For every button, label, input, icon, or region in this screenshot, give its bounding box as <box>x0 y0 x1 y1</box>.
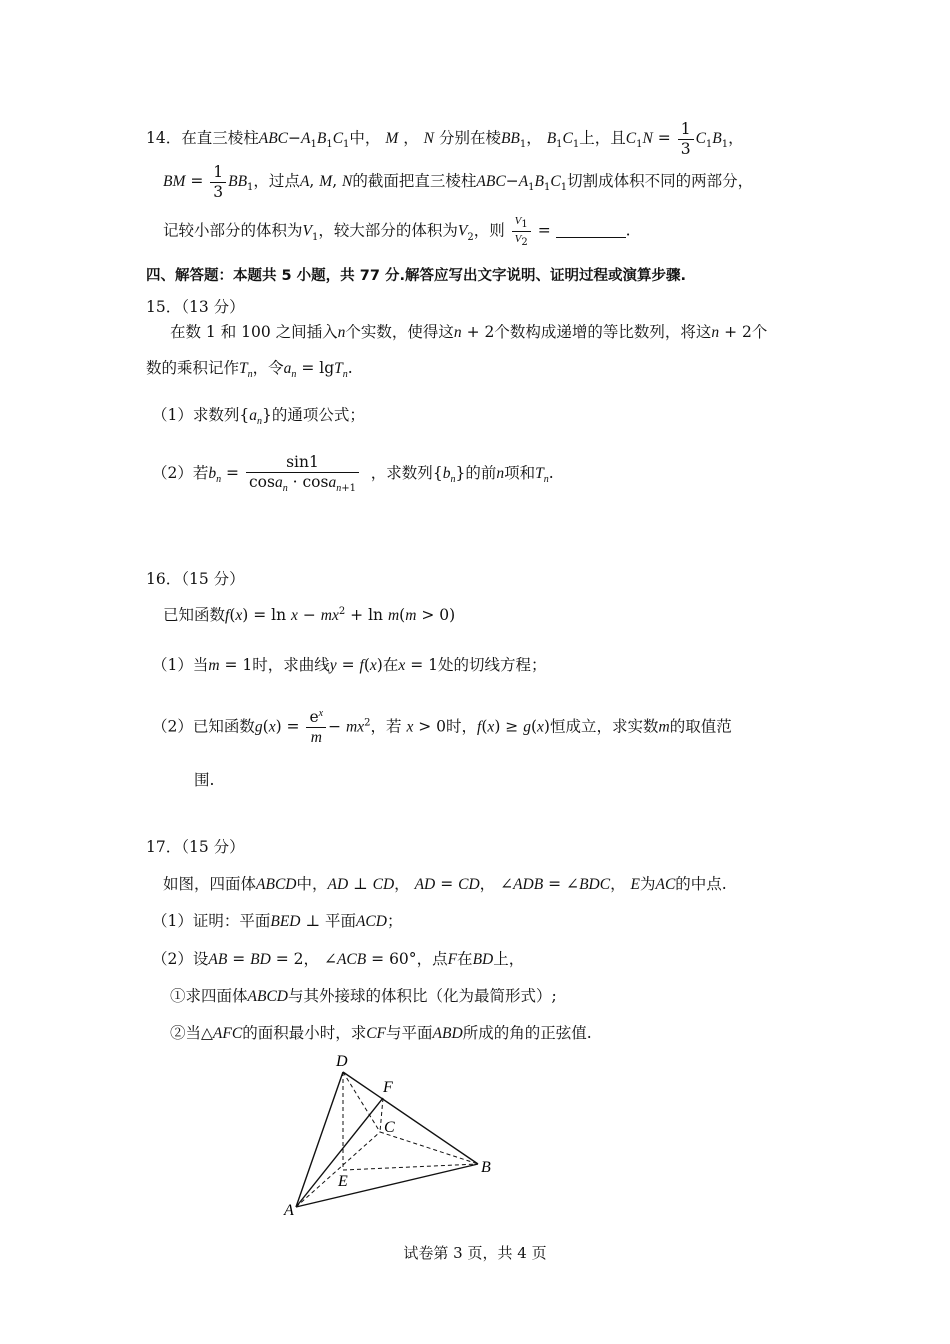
q14-text: ，较大部分的体积为 <box>318 221 458 240</box>
fraction: $\frac{1}{3}$ <box>210 163 226 201</box>
q16-text: 的取值范 <box>669 717 732 736</box>
fraction: $\frac{\sin 1}{\cos a_n \cdot \cos a_{n+1}}$ <box>246 453 359 495</box>
q15-head: 15．（13 分） <box>146 298 245 316</box>
q17-text: ，点 <box>416 950 448 968</box>
q17-text: 中， <box>296 875 328 893</box>
q16-stem: 已知函数$f(x) = \ln x - mx^2 + \ln m(m > 0)$ <box>163 606 456 625</box>
q17-text: 如图，四面体 <box>163 875 257 893</box>
q17-text: ①求四面体 <box>170 987 248 1005</box>
q17-text: （2）设 <box>152 950 209 968</box>
q15-text: 数的乘积记作 <box>146 359 240 377</box>
q14-text: 上，且 <box>579 129 626 148</box>
q16-text: 处的切线方程； <box>437 656 547 674</box>
q16-text: （1）当 <box>152 656 209 674</box>
edge-CB <box>380 1132 478 1164</box>
q14-text: ，则 <box>473 221 505 240</box>
q15-text: 在数 1 和 100 之间插入 <box>170 323 338 341</box>
q15-text: 个数构成递增的等比数列，将这 <box>494 323 712 341</box>
label-D: D <box>336 1053 348 1070</box>
label-F: F <box>383 1079 393 1096</box>
q16-part2: （2）已知函数g(x) = $\frac{e^x}{m}$ − $mx^2$，若 x > 0时，f(x) ≥ g(x)恒成立，求实数m的取值范 <box>152 708 732 746</box>
q17-text: 为 <box>639 875 656 893</box>
page-footer: 试卷第 3 页，共 4 页 <box>403 1244 547 1262</box>
q17-text: 所成的角的正弦值. <box>462 1024 592 1042</box>
q15-text: （1）求数列 <box>152 406 240 424</box>
q17-part2: （2）设AB = BD = 2， ∠ACB = 60°，点F在BD上， <box>152 950 525 968</box>
q14-line2: BM = $\frac{1}{3}$ $BB_1$，过点A, M, N的截面把直三棱柱$ABC-A_1B_1C_1$切割成体积不同的两部分， <box>163 163 754 201</box>
label-E: E <box>338 1173 348 1190</box>
q16-part1: （1）当m = 1时，求曲线y = f(x)在x = 1处的切线方程； <box>152 656 547 674</box>
fraction: $\frac{V_1}{V_2}$ <box>512 214 531 249</box>
q15-text: 的通项公式； <box>271 406 365 424</box>
q17-text: 的中点. <box>675 875 727 893</box>
q17-sub2: ②当△AFC的面积最小时，求CF与平面ABD所成的角的正弦值. <box>170 1024 592 1042</box>
q17-part1: （1）证明：平面BED ⊥ 平面ACD； <box>152 912 403 930</box>
q17-text: ②当△ <box>170 1024 213 1042</box>
q15-stem2: 数的乘积记作$T_n$，令$a_n = \lg T_n$. <box>146 359 353 381</box>
segment-FC <box>380 1098 383 1132</box>
q17-text: 与其外接球的体积比（化为最简形式）; <box>287 987 557 1005</box>
label-B: B <box>481 1159 491 1176</box>
q16-text: 时，求曲线 <box>252 656 330 674</box>
q14-text: 记较小部分的体积为 <box>163 221 303 240</box>
edge-DA <box>296 1072 343 1207</box>
q16-text: 恒成立，求实数 <box>549 717 659 736</box>
q17-text: 平面 <box>324 912 356 930</box>
q16-text: 在 <box>382 656 399 674</box>
q15-text: （2）若 <box>152 463 209 482</box>
q16-text: 已知函数 <box>163 606 226 625</box>
fraction: $\frac{1}{3}$ <box>678 120 694 158</box>
q17-text: 上， <box>493 950 525 968</box>
q17-text: 与平面 <box>386 1024 433 1042</box>
q17-text: 在 <box>457 950 473 968</box>
q14-text: 分别在棱 <box>438 129 501 148</box>
q15-text: 个 <box>751 323 768 341</box>
label-A: A <box>284 1202 294 1219</box>
q17-sub1: ①求四面体ABCD与其外接球的体积比（化为最简形式）; <box>170 987 557 1005</box>
tetrahedron-figure <box>270 1052 510 1222</box>
q14-line3: 记较小部分的体积为$V_1$，较大部分的体积为$V_2$，则 $\frac{V_1}{V_2}$ = . <box>163 215 631 249</box>
answer-blank <box>556 223 626 238</box>
q15-text: ，令 <box>252 359 284 377</box>
q17-text: （1）证明：平面 <box>152 912 271 930</box>
q14-text: ，过点 <box>253 172 300 191</box>
fraction: $\frac{e^x}{m}$ <box>306 708 326 747</box>
q16-head: 16．（15 分） <box>146 570 245 588</box>
q15-part2: （2）若$b_n$ = $\frac{\sin 1}{\cos a_n \cdot \cos a_{n+1}}$ ，求数列$\{b_n\}$的前n项和$T_n$. <box>152 453 554 494</box>
q14-text: 中， <box>349 129 381 148</box>
edge-DC <box>343 1072 380 1132</box>
q15-stem1: 在数 1 和 100 之间插入n个实数，使得这n + 2个数构成递增的等比数列，将这n + 2个 <box>170 323 768 341</box>
label-C: C <box>384 1119 395 1136</box>
q17-head: 17．（15 分） <box>146 838 245 856</box>
q15-text: 项和 <box>504 463 536 482</box>
q16-text: 时， <box>446 717 478 736</box>
q15-text: 个实数，使得这 <box>345 323 454 341</box>
q14-text: 的截面把直三棱柱 <box>352 172 477 191</box>
q14-text: 切割成体积不同的两部分， <box>567 172 754 191</box>
q16-text: ，若 <box>370 717 402 736</box>
q15-text: ，求数列 <box>370 463 433 482</box>
q16-text: （2）已知函数 <box>152 717 255 736</box>
q14-line1: 14．在直三棱柱$ABC-A_1B_1C_1$中， M ， N 分别在棱$BB_1$， $B_1C_1$上，且$C_1N$ = $\frac{1}{3}$ $C_1B_1$， <box>146 120 744 158</box>
edge-DB <box>343 1072 478 1164</box>
q15-part1: （1）求数列$\{a_n\}$的通项公式； <box>152 406 365 428</box>
section-heading: 四、解答题：本题共 5 小题，共 77 分.解答应写出文字说明、证明过程或演算步骤. <box>146 268 686 284</box>
q15-text: 的前 <box>465 463 497 482</box>
edge-AB <box>296 1164 478 1207</box>
q16-part2-cont: 围. <box>194 771 215 789</box>
segment-AF <box>296 1098 383 1207</box>
q14-text: 14．在直三棱柱 <box>146 129 259 148</box>
q17-text: 的面积最小时，求 <box>242 1024 367 1042</box>
q17-stem: 如图，四面体ABCD中，AD ⊥ CD， AD = CD， ∠ADB = ∠BDC， E为AC的中点. <box>163 875 727 893</box>
